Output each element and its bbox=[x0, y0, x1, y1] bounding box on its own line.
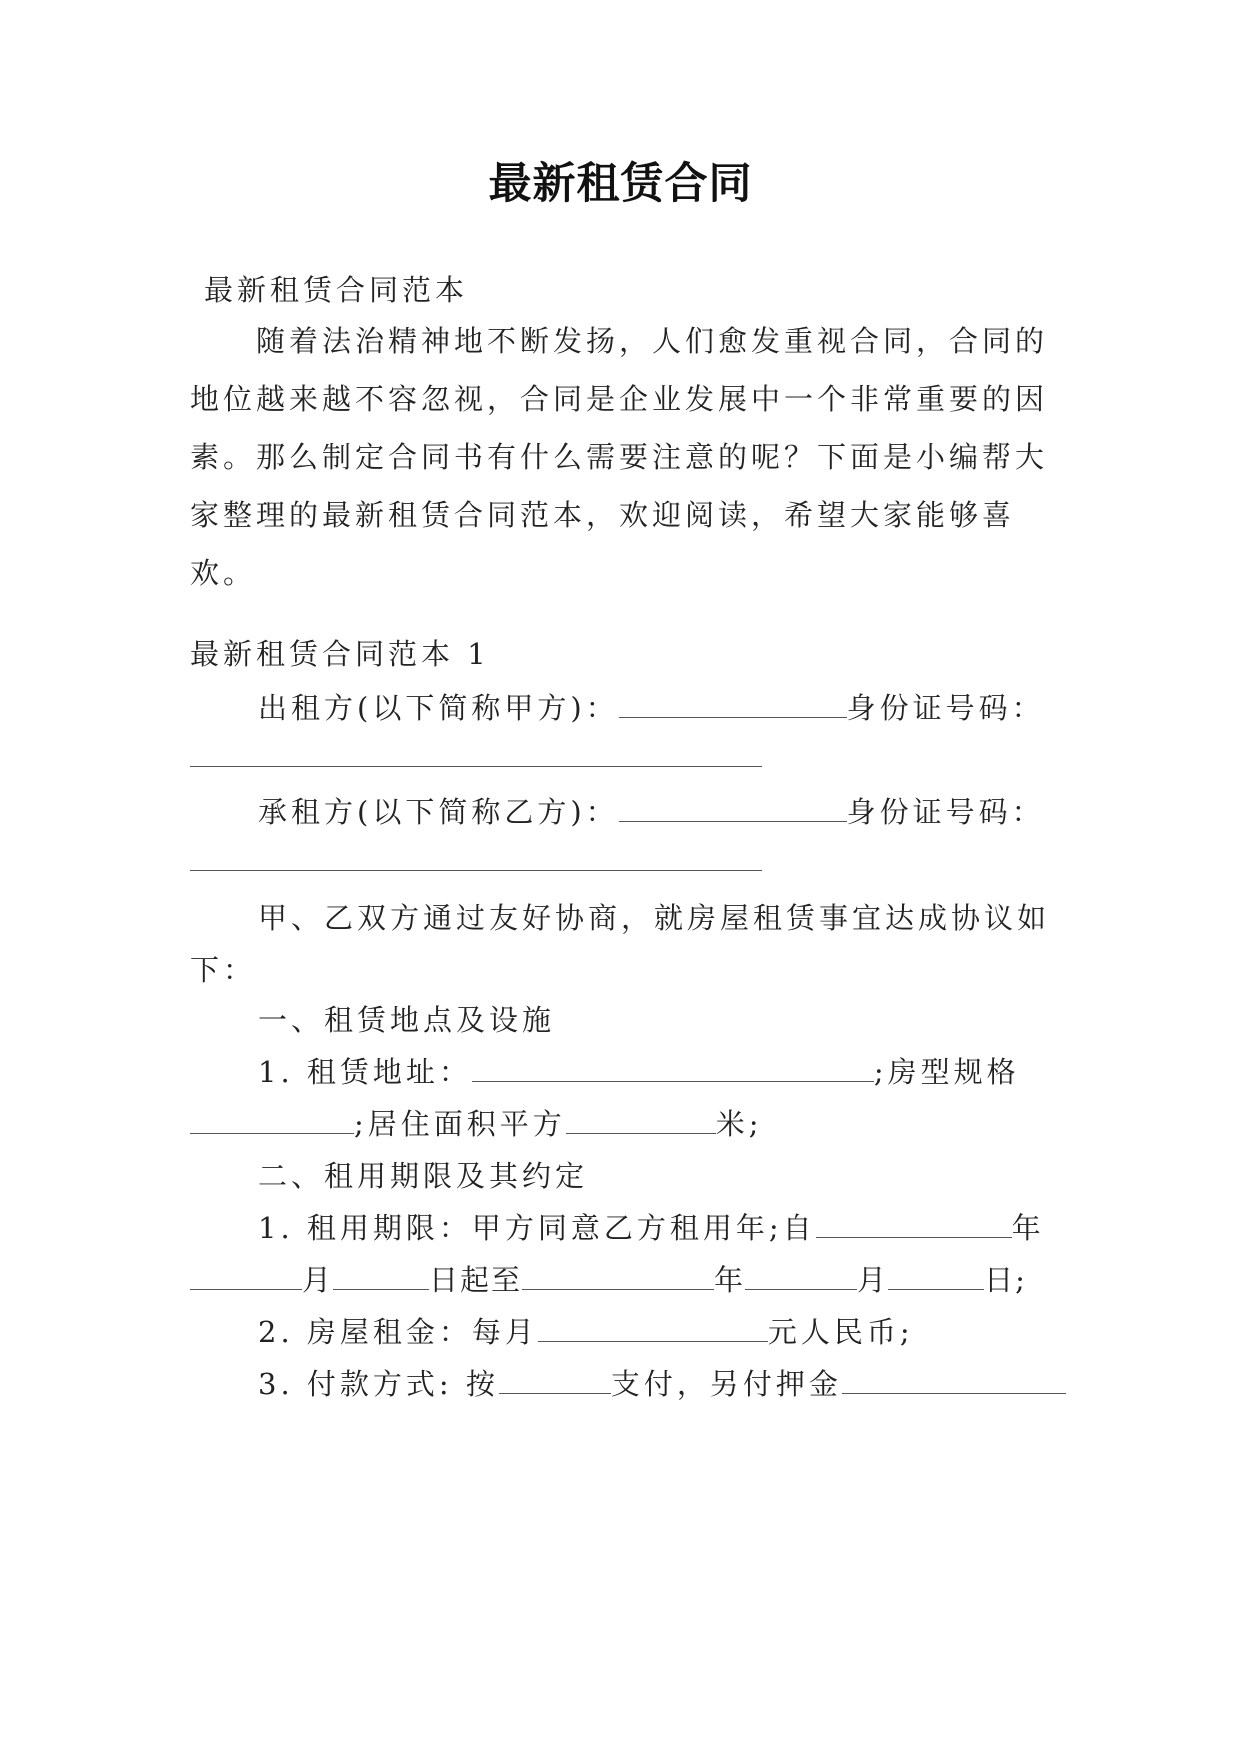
rent-line bbox=[258, 1310, 1138, 1351]
area-blank bbox=[566, 1109, 716, 1134]
term-year-label: 年 bbox=[1011, 1211, 1045, 1245]
area-line bbox=[190, 1102, 1070, 1143]
payment-label: 3. 付款方式: 按 bbox=[258, 1367, 499, 1401]
party-a-line bbox=[258, 686, 1138, 727]
day-to-blank bbox=[888, 1265, 984, 1290]
party-b-id-blank bbox=[190, 846, 762, 871]
party-a-label: 出租方(以下简称甲方)： bbox=[258, 691, 619, 725]
party-b-line bbox=[258, 790, 1138, 831]
room-type-blank bbox=[190, 1109, 354, 1134]
party-a-id-label: 身份证号码： bbox=[846, 691, 1045, 725]
section-1-heading: 一、租赁地点及设施 bbox=[258, 1003, 556, 1037]
party-a-id-line bbox=[190, 740, 1070, 774]
day-to-label: 日; bbox=[984, 1263, 1027, 1297]
party-b-id-label: 身份证号码： bbox=[846, 795, 1045, 829]
area-label: ;居住面积平方 bbox=[354, 1107, 566, 1141]
month-from-blank bbox=[190, 1265, 302, 1290]
party-a-id-blank bbox=[190, 742, 762, 767]
agreement-line-1: 甲、乙双方通过友好协商，就房屋租赁事宜达成协议如 bbox=[258, 901, 1051, 935]
section-2-heading: 二、租用期限及其约定 bbox=[258, 1159, 589, 1193]
month-from-label: 月 bbox=[302, 1263, 334, 1297]
day-from-blank bbox=[333, 1265, 429, 1290]
payment-cycle-blank bbox=[499, 1369, 611, 1394]
year-to-label: 年 bbox=[714, 1263, 746, 1297]
rent-blank bbox=[538, 1317, 768, 1342]
party-b-blank bbox=[619, 797, 847, 822]
rent-label: 2. 房屋租金：每月 bbox=[258, 1315, 538, 1349]
term-label: 1. 租用期限：甲方同意乙方租用年;自 bbox=[258, 1211, 816, 1245]
meter-label: 米; bbox=[715, 1107, 763, 1141]
intro-paragraph: 随着法治精神地不断发扬，人们愈发重视合同，合同的地位越来越不容忽视，合同是企业发展中一个非常重要的因素。那么制定合同书有什么需要注意的呢？下面是小编帮大家整理的最新租赁合同范本，欢迎阅读，希望大家能够喜欢。 bbox=[190, 324, 1049, 590]
month-to-label: 月 bbox=[857, 1263, 889, 1297]
payment-middle: 支付，另付押金 bbox=[610, 1367, 842, 1401]
subtitle: 最新租赁合同范本 bbox=[204, 273, 469, 307]
document-title: 最新租赁合同 bbox=[488, 159, 753, 209]
sample-heading: 最新租赁合同范本 1 bbox=[190, 637, 490, 671]
party-b-id-line bbox=[190, 844, 1070, 878]
room-type-label: ;房型规格 bbox=[873, 1055, 1020, 1089]
term-line bbox=[258, 1206, 1138, 1247]
month-to-blank bbox=[745, 1265, 857, 1290]
year-to-blank bbox=[522, 1265, 714, 1290]
address-label: 1. 租赁地址： bbox=[258, 1055, 472, 1089]
address-line bbox=[258, 1050, 1138, 1091]
deposit-blank bbox=[842, 1369, 1066, 1394]
agreement-line-2: 下： bbox=[190, 953, 257, 987]
term-dates-line bbox=[190, 1258, 1070, 1299]
rent-unit: 元人民币; bbox=[767, 1315, 914, 1349]
party-b-label: 承租方(以下简称乙方)： bbox=[258, 795, 619, 829]
party-a-blank bbox=[619, 693, 847, 718]
day-from-label: 日起至 bbox=[429, 1263, 523, 1297]
address-blank bbox=[472, 1057, 874, 1082]
payment-line bbox=[258, 1362, 1138, 1403]
term-year-from-blank bbox=[816, 1213, 1012, 1238]
